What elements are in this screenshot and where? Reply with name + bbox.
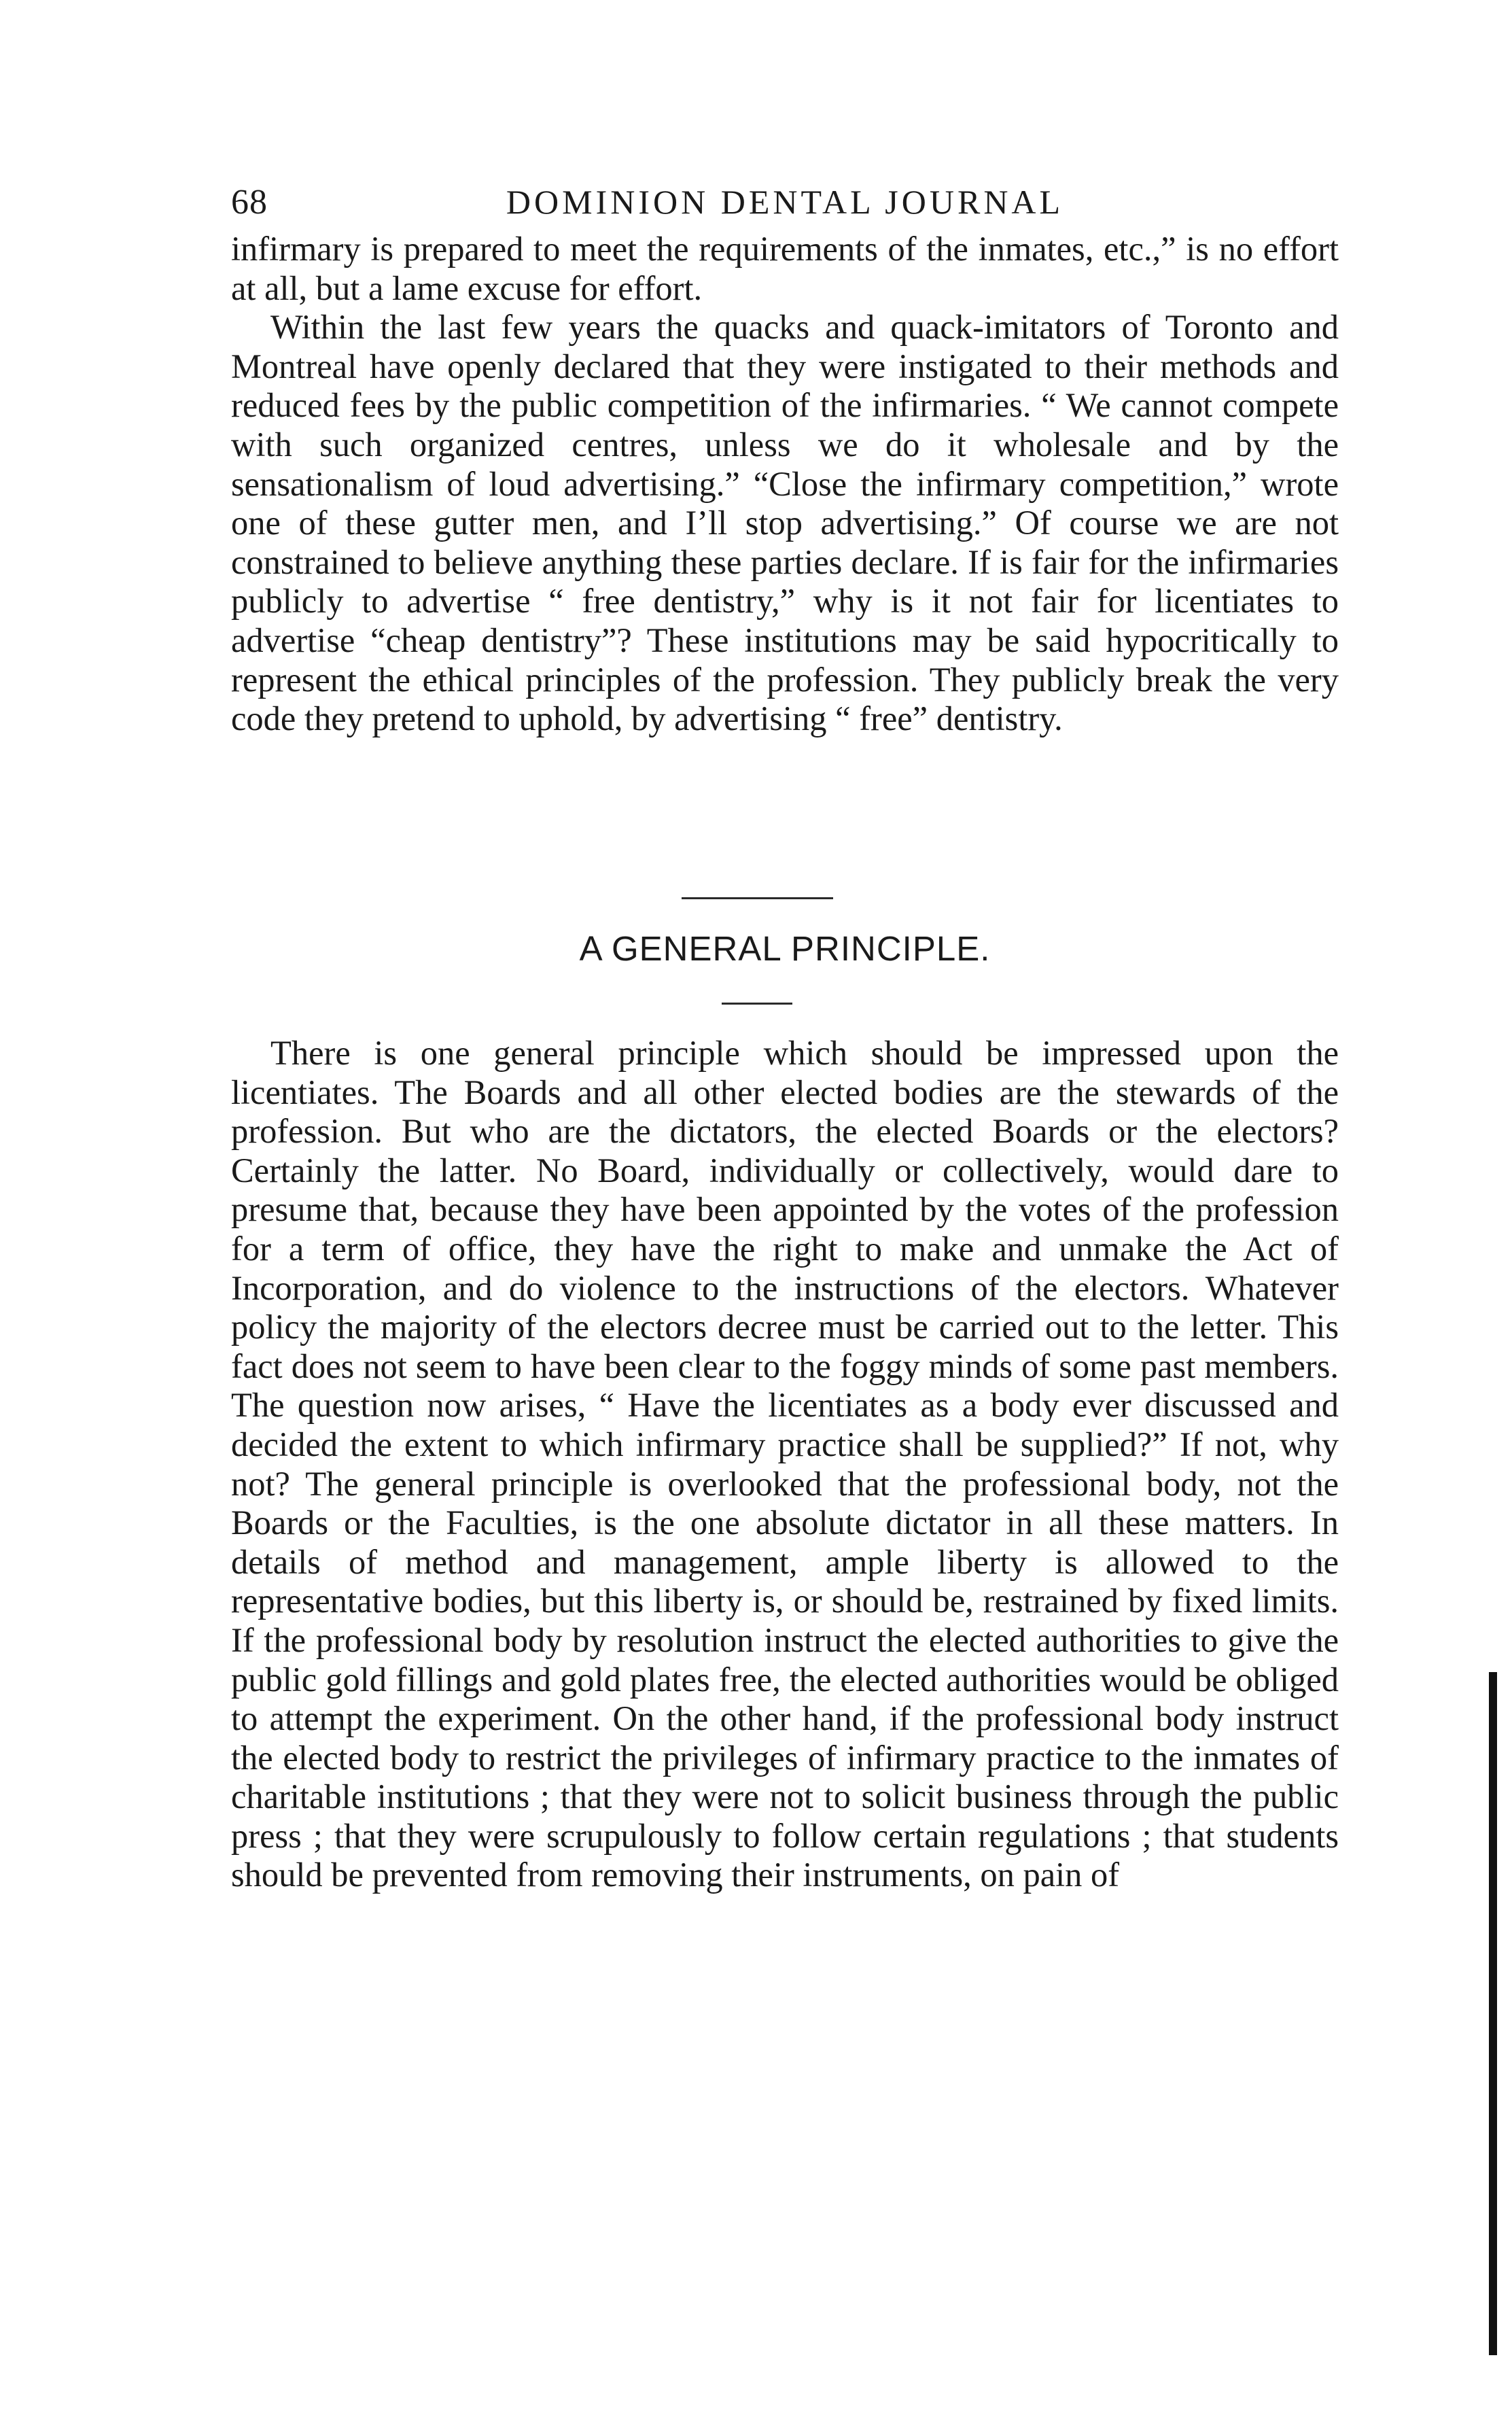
paragraph: There is one general principle which should be impressed upon the licentiates. The Boards and all other elected bodies are the stewards of the profession. But who are the dictators, the elected Boards or the electors? Certainly the latter. No Board, individually or collectively, would dare to presume that, because they have been appointed by the votes of the profession for a term of office, they have the right to make and unmake the Act of Incorporation, and do violence to the instructions of the electors. Whatever policy the majority of the electors decree must be carried out to the letter. This fact does not seem to have been clear to the foggy minds of some past members. The question now arises, “ Have the licentiates as a body ever discussed and decided the extent to which infirmary practice shall be supplied?” If not, why not? The general principle is overlooked that the professional body, not the Boards or the Faculties, is the one absolute dictator in all these matters. In details of method and management, ample liberty is allowed to the representative bodies, but this liberty is, or should be, restrained by fixed limits. If the professional body by resolution instruct the elected authorities to give the public gold fillings and gold plates free, the elected authorities would be obliged to attempt the experiment. On the other hand, if the professional body instruct the elected body to restrict the privileges of infirmary practice to the inmates of charitable institutions ; that they were not to solicit business through the public press ; that they were scrupulously to follow certain regulations ; that students should be prevented from removing their instruments, on pain of: [231, 1034, 1339, 1894]
section-body-text: [231, 1034, 1339, 1895]
continued-article-text: [231, 230, 1339, 739]
paragraph: infirmary is prepared to meet the requirements of the inmates, etc.,” is no effort at all, but a lame excuse for effort.: [231, 230, 1339, 307]
running-head: [231, 182, 1339, 230]
journal-title: DOMINION DENTAL JOURNAL: [506, 183, 1064, 221]
section-heading: A GENERAL PRINCIPLE.: [579, 929, 991, 968]
paragraph: Within the last few years the quacks and quack-imitators of Toronto and Montreal have openly declared that they were instigated to their methods and reduced fees by the public competition of the infirmaries. “ We cannot compete with such organized centres, unless we do it wholesale and by the sensationalism of loud advertising.” “Close the infirmary competition,” wrote one of these gutter men, and I’ll stop advertising.” Of course we are not constrained to believe anything these parties declare. If is fair for the infirmaries publicly to advertise “ free dentistry,” why is it not fair for licentiates to advertise “cheap dentistry”? These institutions may be said hypocritically to represent the ethical principles of the profession. They publicly break the very code they pretend to uphold, by advertising “ free” dentistry.: [231, 308, 1339, 738]
scan-margin-bar: [1489, 1672, 1497, 2355]
page-number: 68: [231, 183, 268, 222]
heading-underline: [722, 1003, 792, 1005]
section-divider: [682, 897, 833, 899]
